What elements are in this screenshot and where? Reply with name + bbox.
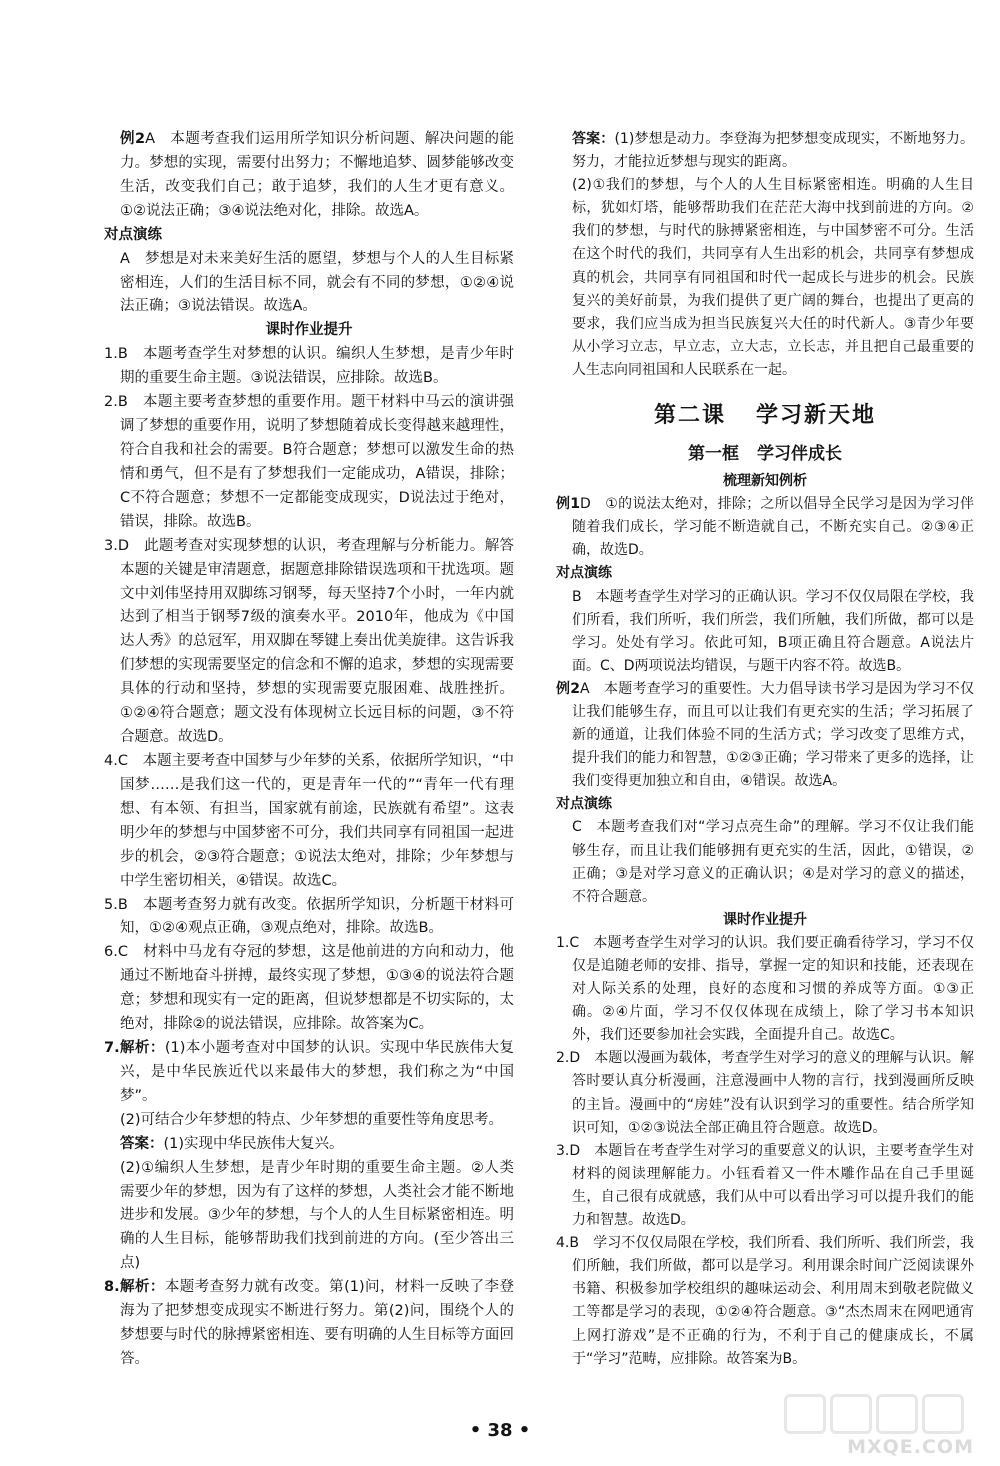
answer-paragraph [104, 941, 514, 1037]
paragraph-text: (1)本小题考查对中国梦的认识。实现中华民族伟大复兴，是中华民族近代以来最伟大的梦想，我们称之为“中国梦”。 [120, 1040, 514, 1104]
answer-paragraph [556, 816, 974, 908]
answer-paragraph [104, 248, 514, 320]
paragraph-text: C 本题考查我们对“学习点亮生命”的理解。学习不仅让我们能够生存，而且让我们能够拥有更充实的生活，因此，①错误，②正确；③是对学习意义的正确认识；④是对学习的意义的描述，不符合题意。 [572, 819, 974, 905]
paragraph-lead: 8.解析： [104, 1279, 165, 1296]
title-number: 第一框 [688, 444, 739, 465]
answer-paragraph [556, 1047, 974, 1139]
section-heading: 课时作业提升 [723, 911, 807, 928]
paragraph-text: 1.B 本题考查学生对梦想的认识。编织人生梦想，是青少年时期的重要生命主题。③说法错误，应排除。故选B。 [104, 346, 514, 387]
section-heading: 对点演练 [104, 226, 162, 243]
paragraph-text: 4.B 学习不仅仅局限在学校，我们所看、我们所听、我们所尝，我们所触，我们所做，都可以是学习。利用课余时间广泛阅读课外书籍、积极参加学校组织的趣味运动会、利用周末到敬老院做义工等都是学习的表现，①②④符合题意。③“杰杰周末在网吧通宵上网打游戏”是不正确的行为，不利于自己的健康成长，不属于“学习”范畴，应排除。故答案为B。 [556, 1235, 974, 1367]
title-text: 学习伴成长 [757, 444, 842, 465]
watermark-logo [784, 1394, 984, 1458]
lesson-title [556, 398, 974, 429]
section-heading: 梳理新知例析 [723, 473, 807, 490]
paragraph-text: 6.C 材料中马龙有夺冠的梦想，这是他前进的方向和动力，他通过不断地奋斗拼搏，最终实现了梦想，①③④的说法符合题意；梦想和现实有一定的距离，但说梦想都是不切实际的，太绝对，排除②的说法错误，应排除。故答案为C。 [104, 944, 514, 1033]
paragraph-text: 2.D 本题以漫画为载体，考查学生对学习的意义的理解与认识。解答时要认真分析漫画，注意漫画中人物的言行，找到漫画所反映的主旨。漫画中的“房娃”没有认识到学习的重要性。结合所学知识可知，①②③说法全部正确且符合题意。故选D。 [556, 1050, 974, 1136]
paragraph-text: 3.D 此题考查对实现梦想的认识，考查理解与分析能力。解答本题的关键是审清题意，据题意排除错误选项和干扰选项。题文中刘伟坚持用双脚练习钢琴，每天坚持7个小时，一年内就达到了相当于钢琴7级的演奏水平。2010年，他成为《中国达人秀》的总冠军，用双脚在琴键上奏出优美旋律。这告诉我们梦想的实现需要坚定的信念和不懈的追求，梦想的实现需要具体的行动和坚持，梦想的实现需要克服困难、战胜挫折。①②④符合题意；题文没有体现树立长远目标的问题，③不符合题意。故选D。 [104, 537, 514, 746]
paragraph-lead: 例2 [556, 680, 580, 697]
answer-paragraph [104, 391, 514, 535]
answer-paragraph [556, 174, 974, 382]
answer-paragraph [104, 128, 514, 224]
paragraph-text: (2)①我们的梦想，与个人的人生目标紧密相连。明确的人生目标，犹如灯塔，能够帮助我们在茫茫大海中找到前进的方向。②我们的梦想，与时代的脉搏紧密相连，与中国梦密不可分。生活在这个时代的我们，共同享有人生出彩的机会，共同享有梦想成真的机会，共同享有同祖国和时代一起成长与进步的机会。民族复兴的美好前景，为我们提供了更广阔的舞台，也提出了更高的要求，我们应当成为担当民族复兴大任的时代新人。③青少年要从小学习立志，早立志，立大志，立长志，并且把自己最重要的人生志向同祖国和人民联系在一起。 [572, 177, 974, 378]
answer-paragraph [104, 343, 514, 391]
answer-paragraph [556, 1232, 974, 1371]
paragraph-lead: 例1 [556, 496, 580, 513]
section-heading: 对点演练 [556, 796, 612, 813]
section-title [556, 439, 974, 464]
paragraph-text: 4.C 本题主要考查中国梦与少年梦的关系，依据所学知识，“中国梦……是我们这一代的，更是青年一代的”“青年一代有理想、有本领、有担当，国家就有前途，民族就有希望”。这表明少年的梦想与中国梦密不可分，我们共同享有同祖国一起进步的机会，②③符合题意；①说法太绝对，排除；少年梦想与中学生密切相关，④错误。故选C。 [104, 752, 514, 889]
answer-paragraph [104, 1276, 514, 1372]
answer-paragraph [556, 128, 974, 174]
paragraph-text: 3.D 本题旨在考查学生对学习的重要意义的认识，主要考查学生对材料的阅读理解能力。小钰看着又一件木雕作品在自己手里诞生，自己很有成就感，我们从中可以看出学习可以提升我们的能力和智慧。故选D。 [556, 1142, 974, 1229]
paragraph-text: (2)可结合少年梦想的特点、少年梦想的重要性等角度思考。 [120, 1111, 504, 1128]
page-number: • 38 • [469, 1420, 531, 1441]
answer-paragraph [104, 535, 514, 750]
paragraph-text: A 本题考查学习的重要性。大力倡导读书学习是因为学习不仅让我们能够生存，而且可以让我们有更充实的生活；学习拓展了新的通道，让我们体验不同的生活方式；学习改变了思维方式，提升我们的能力和智慧，①②③正确；学习带来了更多的选择，让我们变得更加独立和自由，④错误。故选A。 [572, 680, 974, 790]
paragraph-text: B 本题考查学生对学习的正确认识。学习不仅仅局限在学校，我们所看，我们所听，我们所尝，我们所触，我们所做，都可以是学习。处处有学习。依此可知，B项正确且符合题意。A说法片面。C、D两项说法均错误，与题干内容不符。故选B。 [572, 588, 974, 674]
answer-paragraph [104, 1109, 514, 1133]
paragraph-text: D ①的说法太绝对，排除；之所以倡导全民学习是因为学习伴随着我们成长，学习能不断造就自己，不断充实自己。②③④正确，故选D。 [572, 496, 974, 559]
answer-paragraph [556, 493, 974, 562]
title-number: 第二课 [653, 403, 726, 429]
paragraph-text: 5.B 本题考查努力就有改变。依据所学知识，分析题干材料可知，①②④观点正确，③观点绝对，排除。故选B。 [104, 896, 514, 937]
watermark-text: MXQE.COM [847, 1436, 974, 1458]
left-column [104, 128, 514, 1372]
right-column [556, 128, 974, 1371]
section-heading: 对点演练 [556, 565, 612, 582]
answer-paragraph [556, 678, 974, 793]
answer-paragraph [104, 1037, 514, 1109]
paragraph-lead: 例2 [120, 131, 146, 147]
paragraph-lead: 7.解析： [104, 1040, 165, 1057]
paragraph-text: (1)梦想是动力。李登海为把梦想变成现实，不断地努力。努力，才能拉近梦想与现实的距离。 [572, 131, 974, 171]
answer-paragraph [556, 586, 974, 678]
paragraph-text: (2)①编织人生梦想，是青少年时期的重要生命主题。②人类需要少年的梦想，因为有了这样的梦想，人类社会才能不断地进步和发展。③少年的梦想，与个人的人生目标紧密相连。明确的人生目标，能够帮助我们找到前进的方向。(至少答出三点) [120, 1159, 514, 1272]
answer-paragraph [104, 894, 514, 942]
paragraph-text: 2.B 本题主要考查梦想的重要作用。题干材料中马云的演讲强调了梦想的重要作用，说明了梦想随着成长变得越来越理性，符合自我和社会的需要。B符合题意；梦想可以激发生命的热情和勇气，但不是有了梦想我们一定能成功，A错误，排除；C不符合题意；梦想不一定都能变成现实，D说法过于绝对，错误，排除。故选B。 [104, 394, 514, 530]
paragraph-lead: 答案： [572, 131, 615, 147]
answer-paragraph [556, 1140, 974, 1232]
paragraph-text: A 梦想是对未来美好生活的愿望，梦想与个人的人生目标紧密相连，人们的生活目标不同，就会有不同的梦想，①②④说法正确；③说法错误。故选A。 [120, 250, 514, 315]
answer-paragraph [104, 750, 514, 894]
paragraph-text: 本题考查努力就有改变。第(1)问，材料一反映了李登海为了把梦想变成现实不断进行努力。第(2)问，围绕个人的梦想要与时代的脉搏紧密相连、要有明确的人生目标等方面回答。 [120, 1279, 514, 1368]
answer-paragraph [104, 1133, 514, 1157]
answer-paragraph [104, 1157, 514, 1277]
paragraph-lead: 答案： [120, 1135, 164, 1152]
section-heading: 课时作业提升 [265, 322, 353, 339]
answer-paragraph [556, 932, 974, 1047]
paragraph-text: 1.C 本题考查学生对学习的认识。我们要正确看待学习，学习不仅仅是追随老师的安排、指导，掌握一定的知识和技能，还表现在对人际关系的处理，良好的态度和习惯的养成等方面。①③正确。②④片面，学习不仅仅体现在成绩上，除了学习书本知识外，我们还要参加社会实践，全面提升自己。故选C。 [556, 934, 974, 1044]
paragraph-text: A 本题考查我们运用所学知识分析问题、解决问题的能力。梦想的实现，需要付出努力；不懈地追梦、圆梦能够改变生活，改变我们自己；敢于追梦，我们的人生才更有意义。①②说法正确；③④说法绝对化，排除。故选A。 [120, 131, 515, 219]
paragraph-text: (1)实现中华民族伟大复兴。 [163, 1135, 344, 1152]
title-text: 学习新天地 [756, 403, 877, 429]
